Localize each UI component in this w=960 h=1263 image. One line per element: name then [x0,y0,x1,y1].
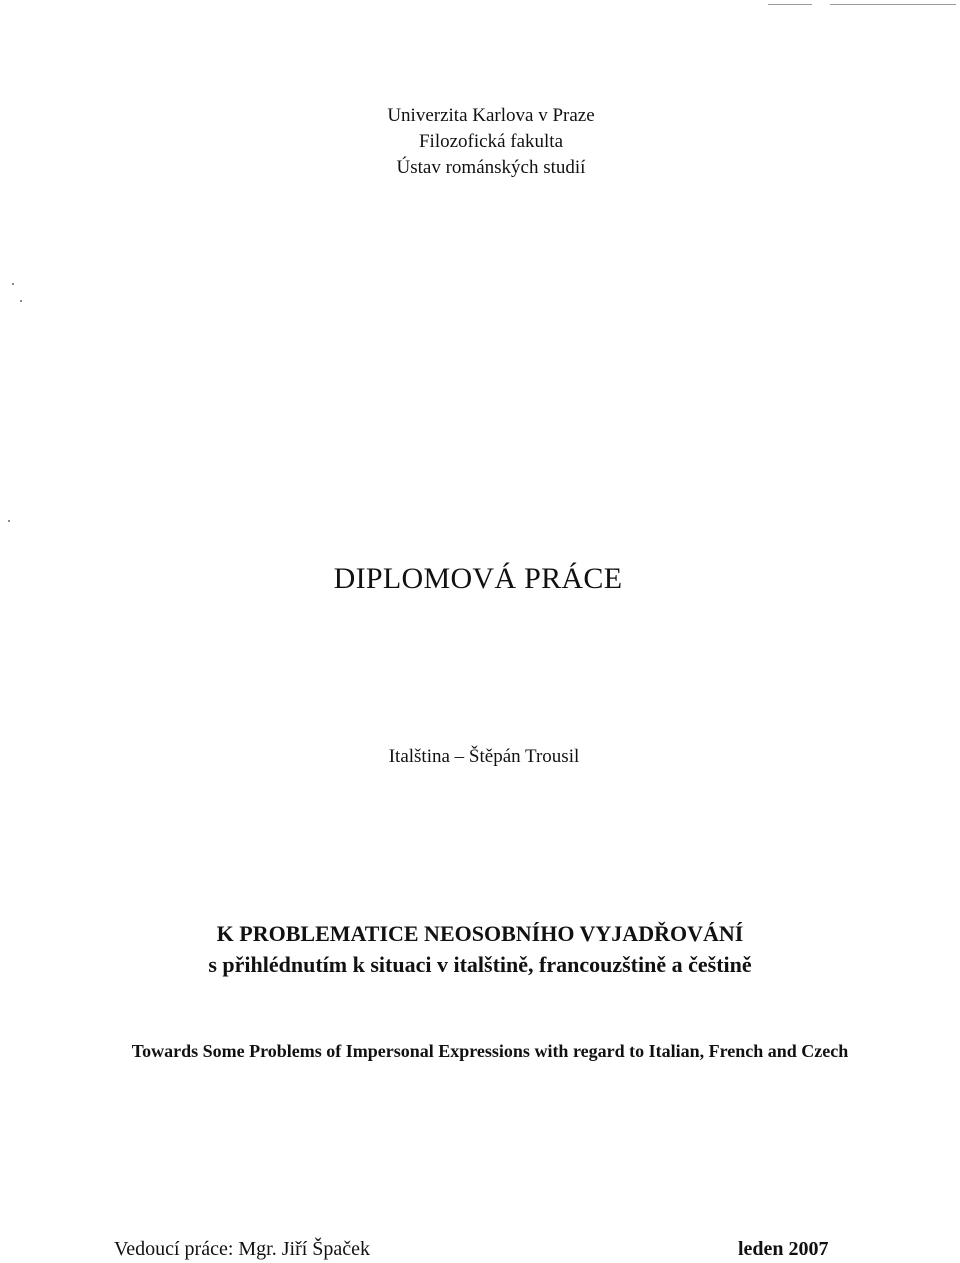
scan-artifact-line [830,4,956,5]
scan-artifact-line [768,4,812,5]
document-type-heading: DIPLOMOVÁ PRÁCE [333,562,623,595]
institute-name: Ústav románských studií [396,157,586,178]
field-and-author: Italština – Štěpán Trousil [388,746,580,767]
university-name: Univerzita Karlova v Praze [387,105,595,126]
submission-date: leden 2007 [738,1238,829,1260]
institution-block [0,103,960,181]
thesis-title-english: Towards Some Problems of Impersonal Expressions with regard to Italian, French and Czech [131,1041,849,1061]
scan-artifact-dot [20,300,22,302]
supervisor-line: Vedoucí práce: Mgr. Jiří Špaček [114,1238,371,1260]
thesis-title-czech: K PROBLEMATICE NEOSOBNÍHO VYJADŘOVÁNÍ [216,921,744,946]
thesis-subtitle-czech: s přihlédnutím k situaci v italštině, francouzštině a češtině [208,952,752,977]
scan-artifact-dot [8,520,10,522]
faculty-name: Filozofická fakulta [418,131,564,152]
scan-artifact-dot [12,283,14,285]
